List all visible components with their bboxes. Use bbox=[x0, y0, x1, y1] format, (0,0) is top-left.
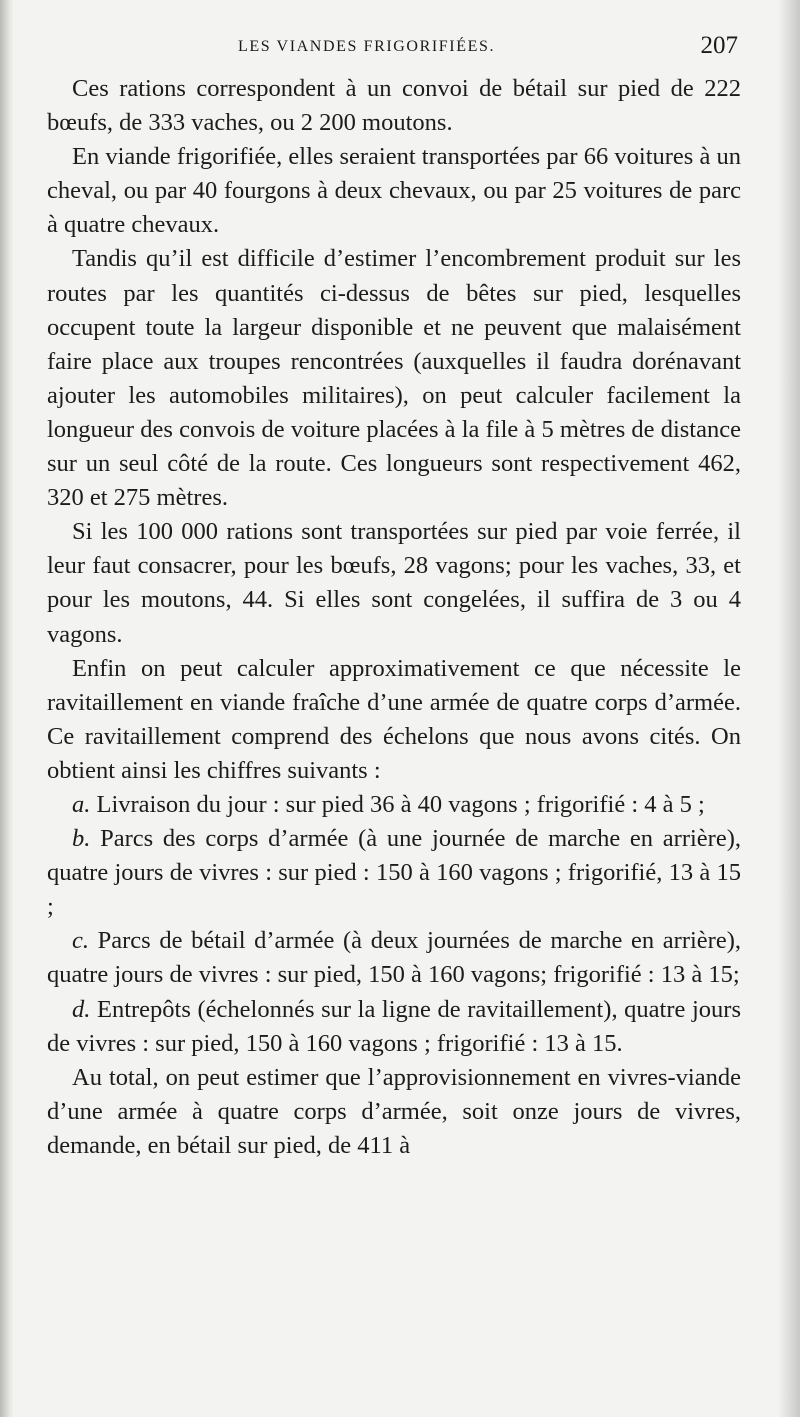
page-edge-shadow bbox=[778, 0, 800, 1417]
page-number: 207 bbox=[700, 32, 738, 59]
list-item-text: Entrepôts (échelonnés sur la ligne de ravitaillement), quatre jours de vivres : sur pied, 150 à 160 vagons ; frigorifié : 13 à 15. bbox=[47, 995, 741, 1057]
list-item-text: Livraison du jour : sur pied 36 à 40 vagons ; frigorifié : 4 à 5 ; bbox=[96, 790, 705, 818]
list-item-c bbox=[47, 924, 741, 992]
paragraph-convoi: Ces rations correspondent à un convoi de bétail sur pied de 222 bœufs, de 333 vaches, ou 2 200 moutons. bbox=[47, 75, 741, 137]
page-gutter-shadow bbox=[0, 0, 14, 1417]
list-item-letter: c. bbox=[72, 927, 89, 955]
paragraph-ravitaillement: Enfin on peut calculer approximativement ce que nécessite le ravitaillement en viande fraîche d’une armée de quatre corps d’armée. Ce ravitaillement comprend des échelons que nous avons cités. On obtient ainsi les chiffres suivants : bbox=[47, 654, 741, 784]
paragraph-voie-ferree: Si les 100 000 rations sont transportées sur pied par voie ferrée, il leur faut consacrer, pour les bœufs, 28 vagons; pour les vaches, 33, et pour les moutons, 44. Si elles sont congelées, il suffira de 3 ou 4 vagons. bbox=[47, 518, 741, 648]
list-item-letter: d. bbox=[72, 995, 91, 1023]
paragraph-au-total: Au total, on peut estimer que l’approvisionnement en vivres-viande d’une armée à quatre corps d’armée, soit onze jours de vivres, demande, en bétail sur pied, de 411 à bbox=[47, 1063, 741, 1159]
running-title: LES VIANDES FRIGORIFIÉES. bbox=[238, 38, 496, 55]
list-item-a bbox=[47, 788, 741, 822]
list-item-b bbox=[47, 822, 741, 924]
paragraph-viande-frigorifiee: En viande frigorifiée, elles seraient transportées par 66 voitures à un cheval, ou par 40 fourgons à deux chevaux, ou par 25 voitures de parc à quatre chevaux. bbox=[47, 143, 741, 239]
list-item-text: Parcs des corps d’armée (à une journée de marche en arrière), quatre jours de vivres : sur pied : 150 à 160 vagons ; frigorifié, 13 à 15 ; bbox=[47, 825, 741, 921]
list-item-d bbox=[47, 993, 741, 1061]
body-text bbox=[47, 72, 741, 1163]
paragraph-encombrement: Tandis qu’il est difficile d’estimer l’encombrement produit sur les routes par les quantités ci-dessus de bêtes sur pied, lesquelles occupent toute la largeur disponible et ne peuvent que malaisément faire place aux troupes rencontrées (auxquelles il faudra dorénavant ajouter les automobiles militaires), on peut calculer facilement la longueur des convois de voiture placées à la file à 5 mètres de distance sur un seul côté de la route. Ces longueurs sont respectivement 462, 320 et 275 mètres. bbox=[47, 245, 741, 512]
running-head bbox=[48, 30, 740, 64]
list-item-letter: b. bbox=[72, 825, 91, 853]
list-item-text: Parcs de bétail d’armée (à deux journées de marche en arrière), quatre jours de vivres : sur pied, 150 à 160 vagons; frigorifié : 13 à 15; bbox=[47, 927, 742, 989]
list-item-letter: a. bbox=[72, 790, 91, 818]
